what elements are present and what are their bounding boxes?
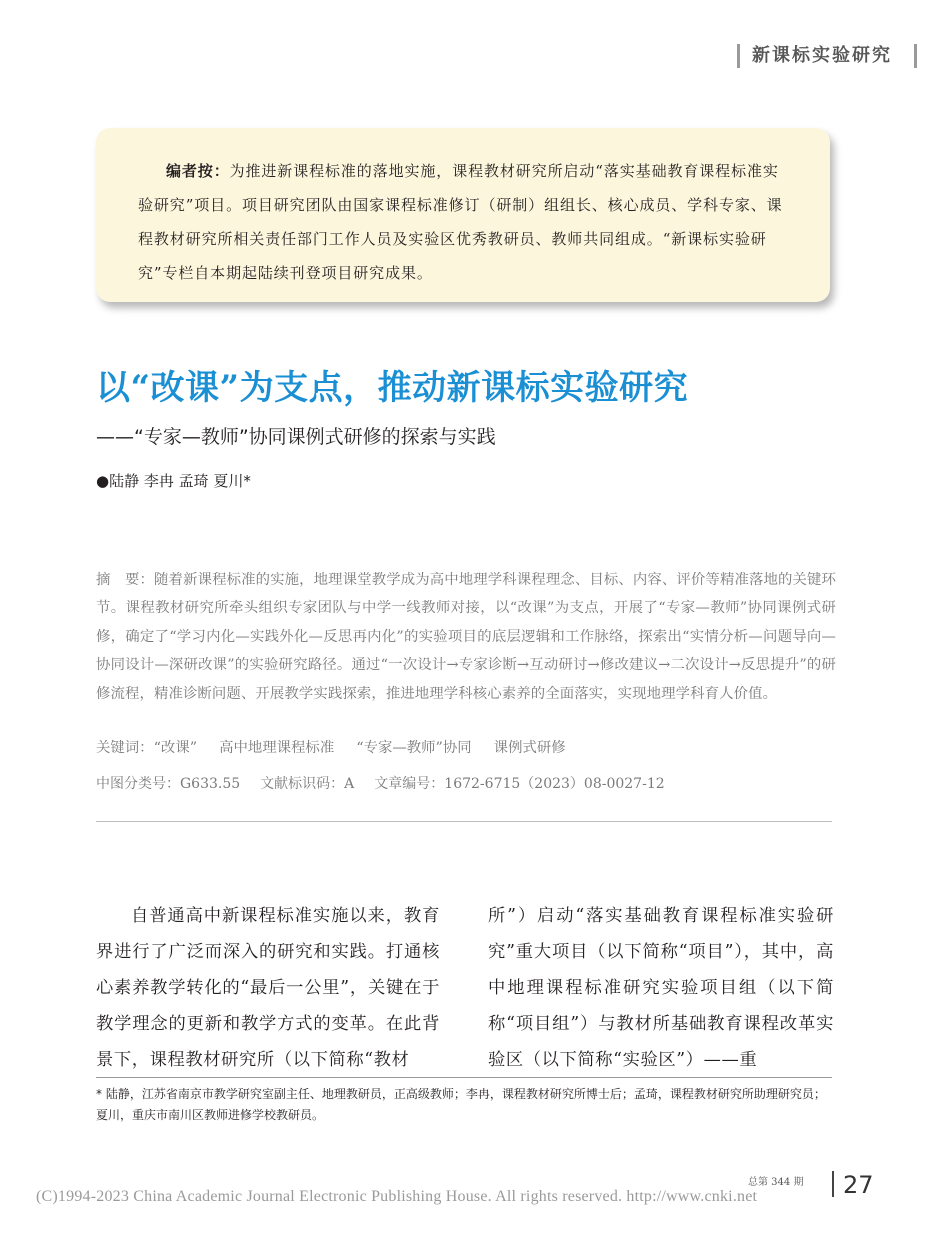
footnote (96, 1084, 836, 1126)
issue-label: 总第 344 期 (748, 1177, 804, 1188)
section-divider (96, 821, 832, 822)
keywords-label: 关键词： (96, 740, 154, 756)
editor-note-label: 编者按： (166, 162, 230, 180)
article-number: 文章编号：1672-6715（2023）08-0027-12 (374, 776, 665, 792)
body-paragraph: 所”）启动“落实基础教育课程标准实验研究”重大项目（以下简称“项目”），其中，高中地理课程标准研究实验项目组（以下简称“项目组”）与教材所基础教育课程改革实验区（以下简称“实验区”）——重 (488, 906, 834, 1070)
page-number: 27 (843, 1171, 874, 1199)
header-divider-left (737, 44, 740, 68)
article-title: 以“改课”为支点，推动新课标实验研究 (96, 368, 689, 408)
document-code: 文献标识码：A (260, 776, 355, 792)
page-number-divider (832, 1171, 834, 1197)
abstract-label: 摘 要： (96, 572, 155, 588)
editor-note-text: 为推进新课程标准的落地实施，课程教材研究所启动“落实基础教育课程标准实验研究”项目。项目研究团队由国家课程标准修订（研制）组组长、核心成员、学科专家、课程教材研究所相关责任部门工作人员及实验区优秀教研员、教师共同组成。“新课标实验研究”专栏自本期起陆续刊登项目研究成果。 (138, 162, 783, 282)
body-column-left (96, 898, 440, 1078)
keyword-item: 高中地理课程标准 (219, 740, 335, 756)
keyword-item: 课例式研修 (493, 740, 566, 756)
keywords (96, 736, 588, 760)
footnote-rule (96, 1077, 832, 1078)
classification-line (96, 772, 685, 796)
keyword-item: “专家—教师”协同 (356, 740, 472, 756)
header-divider-right (914, 44, 917, 68)
article-authors: ●陆静 李冉 孟琦 夏川* (96, 472, 251, 490)
editor-note-paragraph (138, 154, 790, 290)
section-title: 新课标实验研究 (752, 45, 892, 66)
body-column-right (488, 898, 834, 1078)
body-paragraph: 自普通高中新课程标准实施以来，教育界进行了广泛而深入的研究和实践。打通核心素养教学转化的“最后一公里”，关键在于教学理念的更新和教学方式的变革。在此背景下，课程教材研究所（以下简称“教材 (96, 906, 440, 1070)
clc-number: 中图分类号：G633.55 (96, 776, 241, 792)
article-subtitle: ——“专家—教师”协同课例式研修的探索与实践 (96, 426, 496, 448)
abstract-text: 随着新课程标准的实施，地理课堂教学成为高中地理学科课程理念、目标、内容、评价等精准落地的关键环节。课程教材研究所牵头组织专家团队与中学一线教师对接，以“改课”为支点，开展了“专家—教师”协同课例式研修，确定了“学习内化—实践外化—反思再内化”的实验项目的底层逻辑和工作脉络，探索出“实情分析—问题导向—协同设计—深研改课”的实验研究路径。通过“一次设计→专家诊断→互动研讨→修改建议→二次设计→反思提升”的研修流程，精准诊断问题、开展教学实践探索，推进地理学科核心素养的全面落实，实现地理学科育人价值。 (96, 572, 837, 702)
copyright-watermark: (C)1994-2023 China Academic Journal Electronic Publishing House. All rights reserved. http://www.cnki.net (36, 1188, 758, 1205)
abstract-paragraph (96, 566, 836, 708)
editor-note-box (96, 128, 830, 302)
keyword-item: “改课” (153, 740, 198, 756)
abstract (96, 566, 836, 708)
footnote-text: * 陆静，江苏省南京市教学研究室副主任、地理教研员，正高级教师；李冉，课程教材研究所博士后；孟琦，课程教材研究所助理研究员；夏川，重庆市南川区教师进修学校教研员。 (96, 1087, 826, 1122)
